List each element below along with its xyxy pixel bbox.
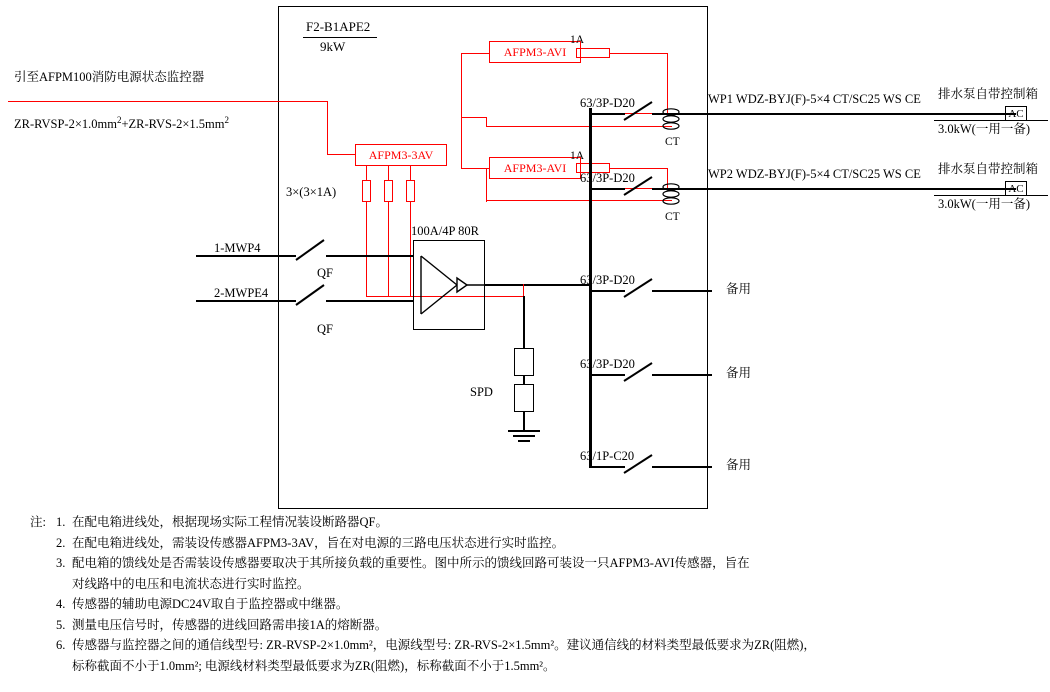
panel-title-line2: 9kW: [320, 39, 346, 54]
notes-row: [30, 656, 1030, 677]
qf-switch-1[interactable]: [294, 238, 330, 262]
incoming-label-2: 2-MWPE4: [214, 286, 269, 300]
notes-spacer: [30, 594, 56, 615]
circuit1-load-underline: [934, 120, 1048, 121]
circuit5-line-left: [589, 466, 625, 468]
circuit4-load-label: 备用: [726, 366, 752, 380]
spd-element-bottom: [514, 384, 534, 412]
note-num-3b: [56, 574, 72, 595]
ground-bar-1: [508, 430, 540, 432]
circuit1-ac-box: AC: [1005, 106, 1027, 121]
qf-switch-2[interactable]: [294, 283, 330, 307]
note-num-2: 2.: [56, 535, 66, 550]
qf-label-1: QF: [317, 266, 333, 280]
notes-spacer: [30, 533, 56, 554]
cable-spec-sup2: 2: [224, 115, 229, 125]
note-num-3: 3.: [56, 556, 66, 570]
circuit3-outgoing: [652, 290, 712, 292]
notes-row: [30, 635, 1030, 656]
circuit2-ct-rings: [662, 183, 680, 209]
spd-mid-link: [523, 376, 525, 384]
circuit3-breaker-label: 63/3P-D20: [580, 273, 635, 287]
avi1-ct-wire2: [486, 126, 672, 127]
avi2-left-riser: [461, 53, 462, 169]
panel-title-underline: [303, 37, 377, 38]
note-text-4: 传感器的辅助电源DC24V取自于监控器或中继器。: [72, 597, 349, 611]
circuit2-ct-label: CT: [665, 211, 680, 223]
notes-spacer: [30, 574, 56, 595]
circuit1-ct-rings: [662, 108, 680, 134]
note-text-6: 传感器与监控器之间的通信线型号: ZR-RVSP-2×1.0mm²，电源线型号: ZR-RVS-2×1.5mm²。建议通信线的材料类型最低要求为ZR(阻燃)，: [72, 638, 816, 652]
circuit5-breaker-label: 63/1P-C20: [580, 449, 635, 463]
circuit4-outgoing: [652, 374, 712, 376]
afpm3-3av-sensor[interactable]: AFPM3-3AV: [355, 144, 447, 166]
monitor-bus-horizontal: [8, 101, 328, 102]
incoming-line-2: [196, 300, 296, 302]
circuit5-load-label: 备用: [726, 458, 752, 472]
notes-row: [30, 553, 1030, 574]
monitor-note-label: 引至AFPM100消防电源状态监控器: [14, 70, 205, 84]
panel-outline: [278, 6, 708, 509]
circuit1-outgoing: [700, 113, 1016, 115]
notes-block: [30, 512, 1030, 676]
ct2-down: [388, 202, 389, 297]
note-text-6b: 标称截面不小于1.0mm²; 电源线材料类型最低要求为ZR(阻燃)，标称截面不小于1.5mm²。: [72, 658, 556, 673]
cable-spec-pre: ZR-RVSP-2×1.0mm: [14, 117, 117, 132]
ground-bar-2: [513, 435, 535, 437]
panel-title-line1: F2-B1APE2: [306, 19, 371, 34]
note-text-1: 在配电箱进线处，根据现场实际工程情况装设断路器QF。: [72, 515, 388, 529]
incoming-line-1b: [326, 255, 414, 257]
spd-ground-drop: [523, 412, 525, 430]
note-num-4: 4.: [56, 597, 66, 611]
note-num-5: 5.: [56, 617, 66, 632]
avi1-ct-wire: [461, 117, 487, 118]
afpm3-avi-sensor-1[interactable]: AFPM3-AVI: [489, 41, 581, 63]
fuse-1a-top-label: 1A: [570, 34, 585, 46]
circuit4-line-left: [589, 374, 625, 376]
notes-row: [30, 512, 1030, 533]
fuse-mid-right-wire: [610, 168, 668, 169]
note-text-5: 测量电压信号时，传感器的进线回路需串接1A的熔断器。: [72, 617, 388, 632]
ct-coil-2: [384, 180, 393, 202]
avi2-ct-wire: [486, 200, 672, 201]
cable-spec-label: [14, 113, 229, 131]
notes-spacer: [30, 553, 56, 574]
notes-spacer: [30, 635, 56, 656]
notes-row: [30, 533, 1030, 554]
notes-row: [30, 615, 1030, 636]
circuit2-load-underline: [934, 195, 1048, 196]
circuit2-breaker-label: 63/3P-D20: [580, 171, 635, 185]
qf-label-2: QF: [317, 322, 333, 336]
riser-to-3av: [327, 154, 356, 155]
notes-label: 注:: [30, 515, 46, 529]
circuit1-breaker-label: 63/3P-D20: [580, 96, 635, 110]
av3-down-mid: [388, 166, 389, 180]
circuit1-load-line2: 3.0kW(一用一备): [938, 122, 1030, 136]
note-num-6b: [56, 656, 72, 677]
note-text-3b: 对线路中的电压和电流状态进行实时监控。: [72, 576, 310, 591]
circuit2-load-line2: 3.0kW(一用一备): [938, 197, 1030, 211]
fuse-1a-mid-label: 1A: [570, 150, 585, 162]
notes-row: [30, 594, 1030, 615]
monitor-riser-vertical: [327, 101, 328, 155]
incoming-label-1: 1-MWP4: [214, 241, 261, 255]
incoming-line-2b: [326, 300, 414, 302]
notes-spacer: [30, 615, 56, 636]
circuit1-cable-label: WP1 WDZ-BYJ(F)-5×4 CT/SC25 WS CE: [708, 92, 921, 106]
circuit2-outgoing: [700, 188, 1016, 190]
cable-spec-sup1: 2: [116, 115, 122, 125]
circuit2-line-left: [589, 188, 625, 190]
incoming-line-1: [196, 255, 296, 257]
ct3-down: [410, 202, 411, 297]
circuit3-line-left: [589, 290, 625, 292]
ct-coil-1: [362, 180, 371, 202]
spd-drop: [523, 296, 525, 348]
circuit1-load-line1: 排水泵自带控制箱: [938, 87, 1039, 101]
note-text-3: 配电箱的馈线处是否需装设传感器要取决于其所接负载的重要性。图中所示的馈线回路可装设一只AFPM3-AVI传感器，旨在: [72, 556, 750, 570]
cable-spec-mid: +ZR-RVS-2×1.5mm: [121, 117, 225, 132]
av3-down-left: [366, 166, 367, 180]
circuit1-ct-label: CT: [665, 136, 680, 148]
avi2-ct-riser: [486, 168, 487, 202]
note-num-6: 6.: [56, 638, 66, 652]
ats-label: 100A/4P 80R: [411, 224, 479, 238]
circuit1-voltage-riser: [667, 53, 668, 115]
circuit2-load-line1: 排水泵自带控制箱: [938, 162, 1039, 176]
circuit2-cable-label: WP2 WDZ-BYJ(F)-5×4 CT/SC25 WS CE: [708, 167, 921, 181]
avi1-left-lead: [462, 53, 490, 54]
fuse-1a-top: [576, 48, 610, 58]
circuit3-load-label: 备用: [726, 282, 752, 296]
circuit1-line-left: [589, 113, 625, 115]
ct-spec-label: 3×(3×1A): [286, 185, 337, 199]
fuse-top-right-wire: [610, 53, 668, 54]
ct-coil-3: [406, 180, 415, 202]
afpm3-avi-sensor-2[interactable]: AFPM3-AVI: [489, 157, 581, 179]
circuit5-outgoing: [652, 466, 712, 468]
note-text-2: 在配电箱进线处，需装设传感器AFPM3-3AV，旨在对电源的三路电压状态进行实时监控。: [72, 535, 565, 550]
av3-down-right: [410, 166, 411, 180]
circuit4-breaker-label: 63/3P-D20: [580, 357, 635, 371]
ground-bar-3: [518, 440, 530, 442]
notes-row: [30, 574, 1030, 595]
spd-element-top: [514, 348, 534, 376]
note-num-1: 1.: [56, 515, 66, 529]
ats-output-line: [485, 284, 590, 286]
distribution-bus: [589, 108, 592, 468]
ats-symbol: [413, 240, 485, 330]
notes-spacer: [30, 656, 56, 677]
ct1-down: [366, 202, 367, 297]
circuit2-ac-box: AC: [1005, 181, 1027, 196]
spd-label: SPD: [470, 385, 493, 399]
